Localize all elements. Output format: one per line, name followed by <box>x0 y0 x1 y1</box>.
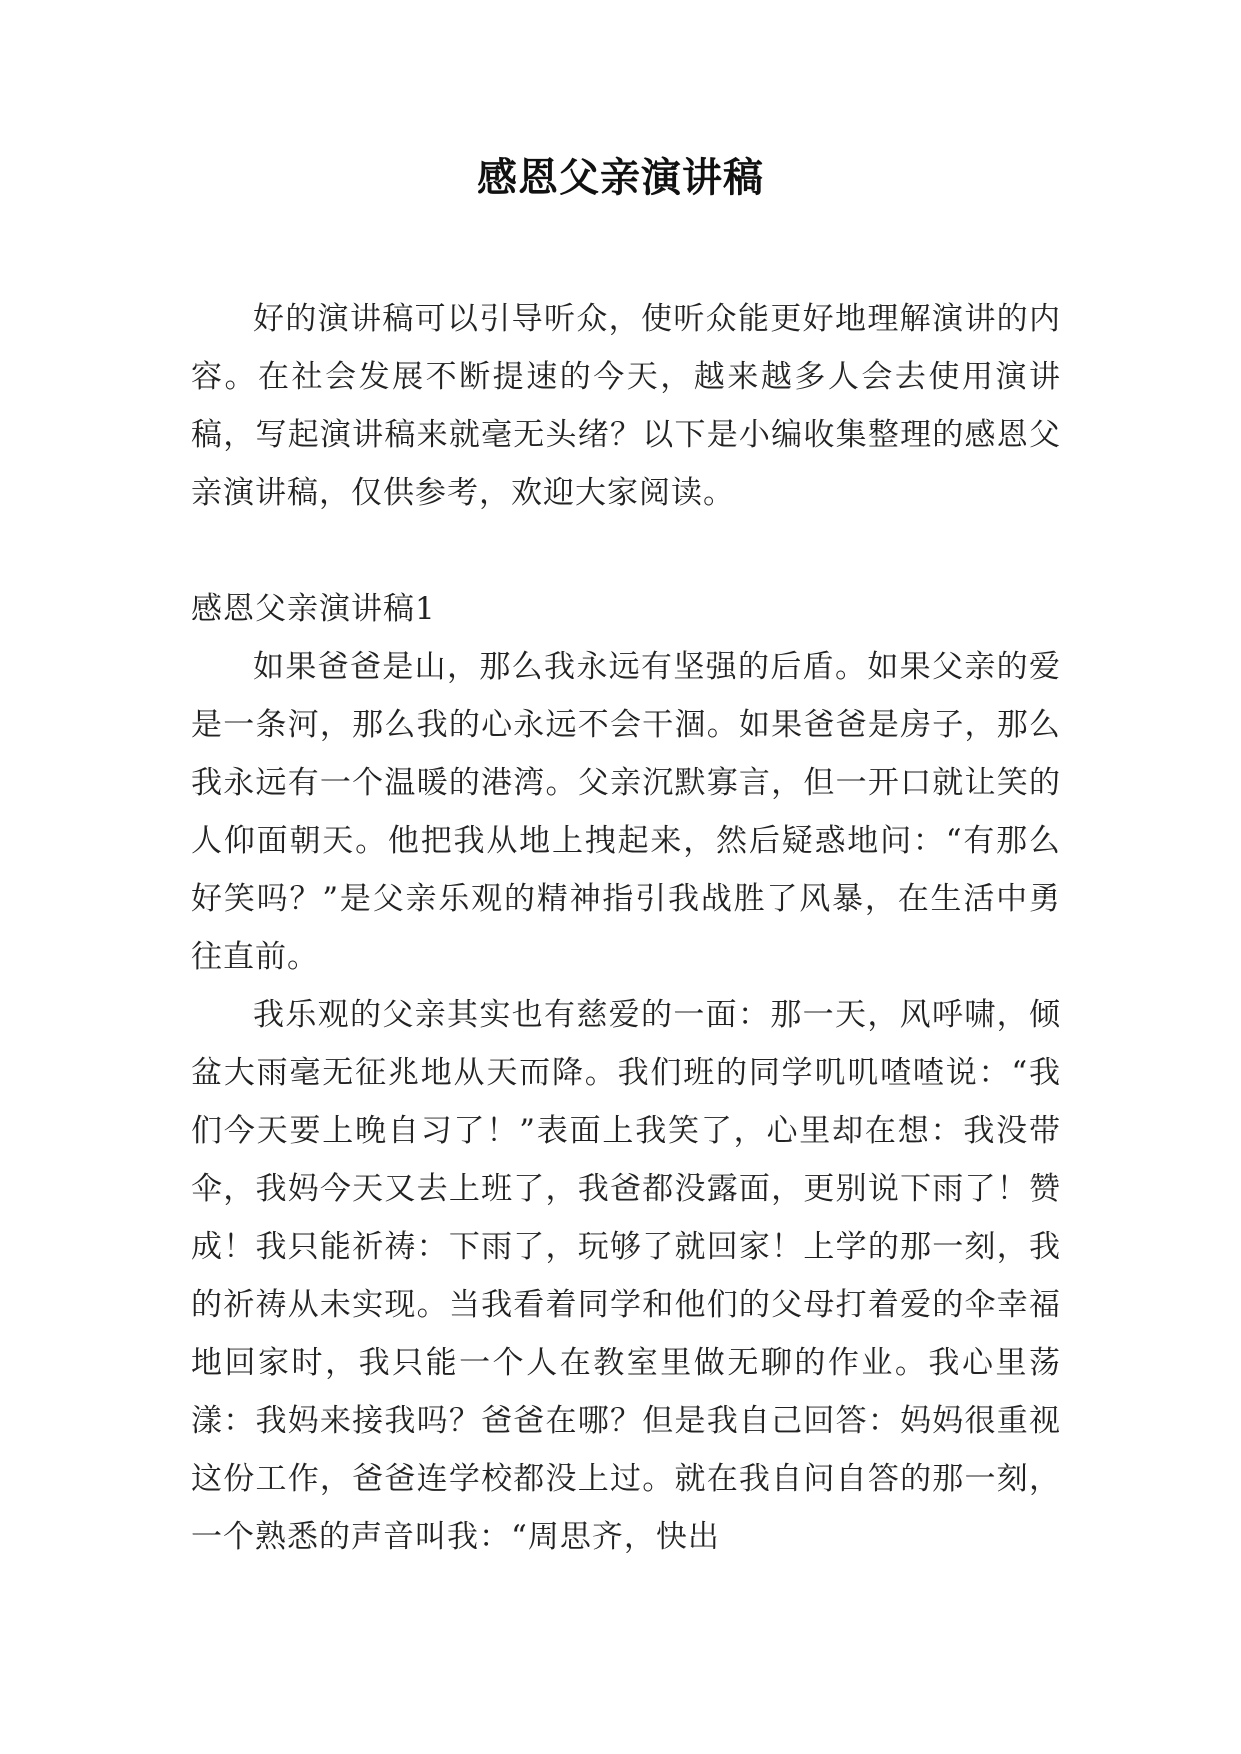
document-body <box>191 290 1061 1566</box>
section-paragraph-2: 我乐观的父亲其实也有慈爱的一面：那一天，风呼啸，倾盆大雨毫无征兆地从天而降。我们班的同学叽叽喳喳说：“我们今天要上晚自习了！”表面上我笑了，心里却在想：我没带伞，我妈今天又去上班了，我爸都没露面，更别说下雨了！赞成！我只能祈祷：下雨了，玩够了就回家！上学的那一刻，我的祈祷从未实现。当我看着同学和他们的父母打着爱的伞幸福地回家时，我只能一个人在教室里做无聊的作业。我心里荡漾：我妈来接我吗？爸爸在哪？但是我自己回答：妈妈很重视这份工作，爸爸连学校都没上过。就在我自问自答的那一刻，一个熟悉的声音叫我：“周思齐，快出 <box>191 997 1061 1555</box>
intro-paragraph: 好的演讲稿可以引导听众，使听众能更好地理解演讲的内容。在社会发展不断提速的今天，越来越多人会去使用演讲稿，写起演讲稿来就毫无头绪？以下是小编收集整理的感恩父亲演讲稿，仅供参考，欢迎大家阅读。 <box>191 301 1061 511</box>
document-title: 感恩父亲演讲稿 <box>477 155 764 201</box>
section-paragraph-1: 如果爸爸是山，那么我永远有坚强的后盾。如果父亲的爱是一条河，那么我的心永远不会干涸。如果爸爸是房子，那么我永远有一个温暖的港湾。父亲沉默寡言，但一开口就让笑的人仰面朝天。他把我从地上拽起来，然后疑惑地问：“有那么好笑吗？”是父亲乐观的精神指引我战胜了风暴，在生活中勇往直前。 <box>191 649 1061 975</box>
paragraph-spacer <box>191 522 1061 580</box>
section-heading: 感恩父亲演讲稿1 <box>191 591 436 627</box>
